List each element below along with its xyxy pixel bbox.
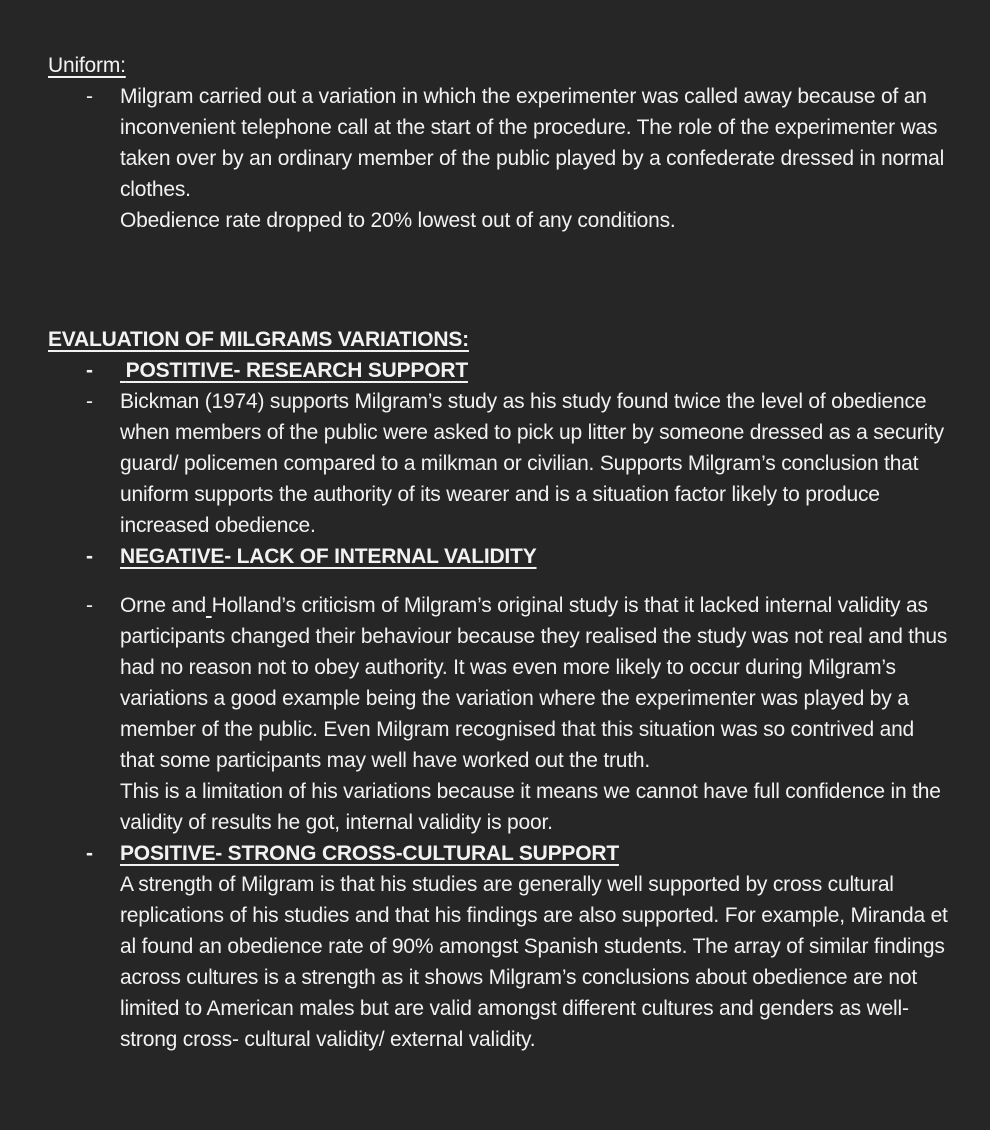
research-support-block [120,355,950,386]
bullet-dash: - [86,390,93,413]
heading-evaluation-text: EVALUATION OF MILGRAMS VARIATIONS: [48,328,469,351]
bullet-dash: - [86,85,93,108]
bullet-item-variation [86,81,950,236]
cross-cultural-label: POSITIVE- STRONG CROSS-CULTURAL SUPPORT [120,842,619,865]
cross-cultural-block [120,838,950,1055]
orne-holland-text [120,590,950,776]
bullet-dash: - [86,594,93,617]
bullet-dash: - [86,842,93,865]
bullet-dash: - [86,359,93,382]
research-support-label: POSTITIVE- RESEARCH SUPPORT [120,359,468,382]
bullet-item-orne-holland [86,590,950,838]
obedience-rate-line: Obedience rate dropped to 20% lowest out of any conditions. [120,209,676,232]
bullet-item-bickman [86,386,950,541]
orne-holland-block [120,590,950,838]
orne-prefix: Orne and [120,594,206,617]
bickman-text: Bickman (1974) supports Milgram’s study as his study found twice the level of obedience when members of the public were asked to pick up litter by someone dressed as a security guard/ policemen compared to a milkman or civilian. Supports Milgram’s conclusion that uniform supports the authority of its wearer and is a situation factor likely to produce increased obedience. [120,390,944,537]
bullet-item-negative-validity [86,541,950,572]
heading-evaluation [48,324,950,355]
bullet-variation-text: Milgram carried out a variation in which the experimenter was called away because of an inconvenient telephone call at the start of the procedure. The role of the experimenter was taken over by an ordinary member of the public played by a confederate dressed in normal clothes. [120,85,945,201]
limitation-line: This is a limitation of his variations because it means we cannot have full confidence in the validity of results he got, internal validity is poor. [120,780,941,834]
bullet-item-cross-cultural [86,838,950,1055]
bullet-dash: - [86,545,93,568]
negative-validity-block [120,541,950,572]
bullet-item-research-support [86,355,950,386]
bickman-block [120,386,950,541]
heading-uniform [48,50,950,81]
cross-cultural-body: A strength of Milgram is that his studies are generally well supported by cross cultural replications of his studies and that his findings are also supported. For example, Miranda et al found an obedience rate of 90% amongst Spanish students. The array of similar findings across cultures is a strength as it shows Milgram’s conclusions about obedience are not limited to American males but are valid amongst different cultures and genders as well- strong cross- cultural validity/ external validity. [120,873,948,1051]
bullet-variation-text-block [120,81,950,236]
section-evaluation [48,324,950,1055]
orne-rest: Holland’s criticism of Milgram’s original study is that it lacked internal validity as participants changed their behaviour because they realised the study was not real and thus had no reason not to obey authority. It was even more likely to occur during Milgram’s variations a good example being the variation where the experimenter was played by a member of the public. Even Milgram recognised that this situation was so contrived and that some participants may well have worked out the truth. [120,594,948,772]
cross-cultural-label-line [120,838,950,869]
heading-uniform-text: Uniform: [48,54,126,77]
negative-validity-label: NEGATIVE- LACK OF INTERNAL VALIDITY [120,545,537,568]
section-uniform [48,50,950,236]
